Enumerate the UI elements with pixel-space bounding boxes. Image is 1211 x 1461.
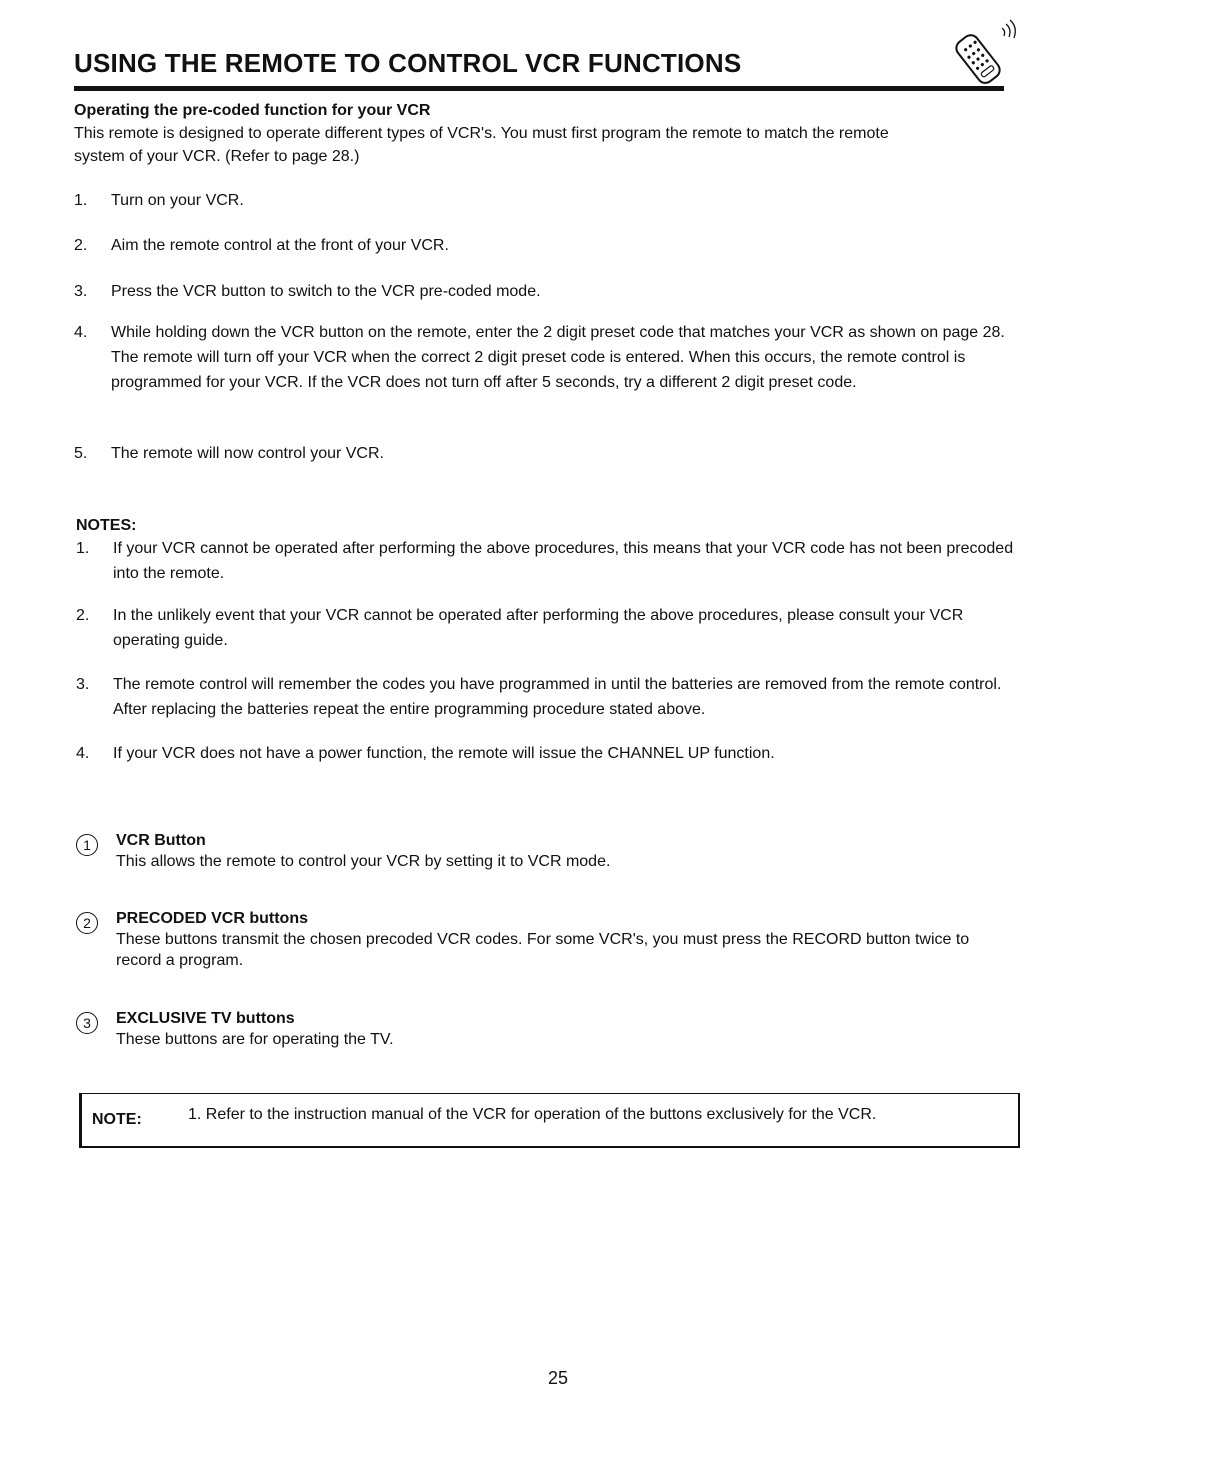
note-number: 4.	[76, 745, 90, 762]
intro-line: This remote is designed to operate different types of VCR's. You must first program the remote to match the remote	[74, 125, 889, 142]
callout-number: 2	[76, 912, 98, 934]
step-number: 1.	[74, 192, 88, 209]
step-number: 5.	[74, 445, 88, 462]
note-number: 2.	[76, 607, 90, 624]
remote-control-icon	[944, 18, 1018, 84]
step-item	[74, 441, 1014, 466]
callout-number: 1	[76, 834, 98, 856]
step-text: Turn on your VCR.	[111, 192, 244, 209]
legend-heading: EXCLUSIVE TV buttons	[116, 1010, 295, 1027]
note-text: The remote control will remember the codes you have programmed in until the batteries are removed from the remote control. After replacing the batteries repeat the entire programming procedure stated above.	[113, 676, 1002, 718]
step-text: Aim the remote control at the front of your VCR.	[111, 237, 449, 254]
note-box-text: 1. Refer to the instruction manual of the VCR for operation of the buttons exclusively for the VCR.	[188, 1106, 877, 1123]
legend-item	[76, 830, 1016, 872]
legend-heading: VCR Button	[116, 832, 206, 849]
note-box	[79, 1093, 1020, 1148]
note-text: If your VCR cannot be operated after performing the above procedures, this means that your VCR code has not been precoded into the remote.	[113, 540, 1014, 582]
note-text: If your VCR does not have a power function, the remote will issue the CHANNEL UP function.	[113, 745, 775, 762]
step-item	[74, 320, 1014, 395]
legend-text: This allows the remote to control your VCR by setting it to VCR mode.	[116, 853, 611, 870]
step-number: 4.	[74, 324, 88, 341]
step-text: Press the VCR button to switch to the VCR pre-coded mode.	[111, 283, 541, 300]
intro-section	[74, 99, 1014, 168]
page-number: 25	[548, 1368, 569, 1388]
note-text: In the unlikely event that your VCR cannot be operated after performing the above procedures, please consult your VCR operating guide.	[113, 607, 964, 649]
section-heading: Operating the pre-coded function for your VCR	[74, 102, 431, 119]
legend-item	[76, 1008, 1016, 1050]
step-text: While holding down the VCR button on the remote, enter the 2 digit preset code that matches your VCR as shown on page 28. The remote will turn off your VCR when the correct 2 digit preset code is entered. When this occurs, the remote control is programmed for your VCR. If the VCR does not turn off after 5 seconds, try a different 2 digit preset code.	[111, 324, 1005, 391]
legend-text: These buttons transmit the chosen precoded VCR codes. For some VCR's, you must press the RECORD button twice to record a program.	[116, 931, 970, 969]
note-box-label: NOTE:	[92, 1111, 142, 1128]
notes-heading: NOTES:	[76, 517, 137, 534]
note-number: 1.	[76, 540, 90, 557]
note-item	[76, 536, 1016, 586]
note-item	[76, 741, 1016, 766]
title-rule	[74, 86, 1004, 91]
legend-item	[76, 908, 1016, 971]
legend-text: These buttons are for operating the TV.	[116, 1031, 394, 1048]
step-item	[74, 233, 1014, 258]
step-item	[74, 279, 1014, 304]
step-number: 2.	[74, 237, 88, 254]
note-item	[76, 603, 1016, 653]
legend-heading: PRECODED VCR buttons	[116, 910, 308, 927]
step-item	[74, 188, 1014, 213]
callout-number: 3	[76, 1012, 98, 1034]
note-item	[76, 672, 1016, 722]
intro-line: system of your VCR. (Refer to page 28.)	[74, 148, 360, 165]
step-number: 3.	[74, 283, 88, 300]
step-text: The remote will now control your VCR.	[111, 445, 384, 462]
note-number: 3.	[76, 676, 90, 693]
page-title: USING THE REMOTE TO CONTROL VCR FUNCTIONS	[74, 48, 742, 78]
